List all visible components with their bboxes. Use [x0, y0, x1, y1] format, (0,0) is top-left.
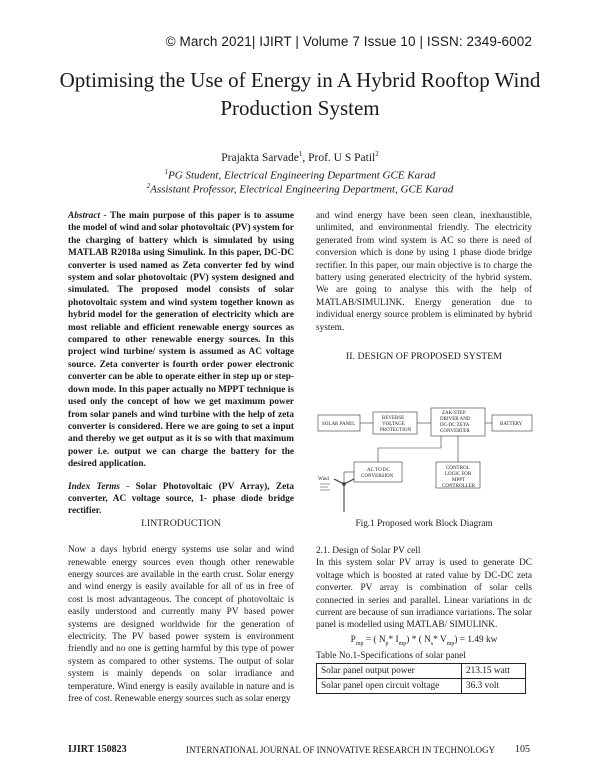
left-column — [68, 210, 294, 705]
eq-sub-4: s — [430, 640, 434, 647]
table-cell: Solar panel open circuit voltage — [317, 678, 462, 693]
solar-spec-table — [316, 663, 526, 695]
section2-heading: II. DESIGN OF PROPOSED SYSTEM — [346, 351, 502, 363]
author-1: Prajakta Sarvade — [221, 151, 299, 164]
acdc-label-2: CONVERSION — [361, 474, 394, 479]
abstract-label: Abstract - — [68, 211, 107, 221]
affiliation-1-sup: 1 — [164, 168, 169, 176]
zeta-label-4: CONVERTER — [440, 429, 470, 434]
affiliation-2-sup: 2 — [146, 182, 151, 190]
right-column — [316, 210, 532, 363]
solar-panel-label: SOLAR PANEL — [322, 422, 356, 427]
eq-mid-2: * I — [388, 634, 399, 645]
index-terms-label: Index Terms - — [68, 481, 130, 492]
reverse-label-1: REVERSE — [382, 416, 405, 421]
right-column-lower — [316, 545, 532, 694]
affiliation-1-text: PG Student, Electrical Engineering Department GCE Karad — [168, 169, 436, 182]
zeta-label-3: DC-DC ZETA — [440, 423, 470, 428]
zeta-label-2: DRIVER AND — [440, 417, 471, 422]
eq-sub-2: p — [385, 640, 389, 647]
eq-sub-3: mp — [398, 640, 407, 647]
table-cell: 36.3 volt — [462, 678, 526, 693]
footer-journal: INTERNATIONAL JOURNAL OF INNOVATIVE RESEARCH IN TECHNOLOGY — [186, 745, 495, 755]
eq-mid-4: * V — [433, 634, 447, 645]
eq-mid-3: ) * ( N — [406, 634, 431, 645]
table-cell: 213.15 watt — [462, 663, 526, 678]
battery-label: BATTERY — [500, 422, 523, 427]
eq-mid-1: = ( N — [363, 634, 386, 645]
abstract — [68, 210, 294, 471]
subsection-2-1-heading: 2.1. Design of Solar PV cell — [316, 546, 421, 556]
author-1-sup: 1 — [298, 150, 303, 158]
reverse-label-3: PROTECTION — [380, 428, 412, 433]
table-cell: Solar panel output power — [317, 663, 462, 678]
abstract-text: The main purpose of this paper is to assume the model of wind and solar photovoltaic (PV) system for the charging of battery which is simulated by using MATLAB R2018a using Simulink. In this paper, DC-DC converter is used named as Zeta converter fed by wind system and solar photovoltaic (PV) system designed and simulated. The proposed model consists of solar photovoltaic system and wind system together known as hybrid model for the generation of electricity which are most reliable and efficient renewable energy sources as compared to other renewable energy sources. In this project wind turbine/ system is assumed as AC voltage source. Zeta converter is fourth order power electronic converter can be able to operate either in step up or step-down mode. In this paper actually no MPPT technique is used only the concept of how we get maximum power from solar panels and wind turbine with the help of zeta converter is considered. Here we are going to set a input and thereby we get output as it is so with that maximum power i.e. output we can charge the battery for the desired application. — [68, 211, 294, 470]
ctrl-label-2: LOGIC FOR — [445, 472, 472, 477]
wind-turbine-icon — [334, 479, 354, 512]
ctrl-label-4: CONTROLLER — [442, 484, 476, 489]
intro-continuation: and wind energy have been seen clean, inexhaustible, unlimited, and environmental friendly. The electricity generated from wind system is AC so there is need of conversion which is done by using 1 phase diode bridge rectifier. In this paper, our main objective is to charge the battery using generated electricity of the hybrid system. We are going to analyse this with the help of MATLAB/SIMULINK. Energy generation due to individual energy source problem is eliminated by hybrid system. — [316, 211, 532, 333]
eq-end: ) = 1.49 kw — [454, 634, 498, 645]
footer-id: IJIRT 150823 — [68, 744, 127, 755]
ctrl-label-1: CONTROL — [446, 466, 470, 471]
wind-label: Wind — [318, 477, 329, 482]
acdc-label-1: AC TO DC — [367, 468, 390, 473]
affiliation-2 — [0, 182, 600, 196]
affiliation-1 — [0, 168, 600, 182]
zeta-label-1: ZAK-STEP — [442, 411, 466, 416]
ctrl-label-3: MPPT — [452, 478, 466, 483]
eq-sub-1: mp — [355, 640, 364, 647]
author-2-sup: 2 — [375, 150, 379, 158]
block-diagram — [316, 388, 536, 516]
power-equation — [316, 634, 532, 650]
author-line — [0, 150, 600, 164]
reverse-label-2: VOLTAGE — [382, 422, 405, 427]
table-row — [317, 678, 526, 693]
index-terms-text: Solar Photovoltaic (PV Array), Zeta converter, AC voltage source, 1- phase diode bridge rectifier. — [68, 481, 294, 517]
eq-sub-5: mp — [446, 640, 455, 647]
author-2: , Prof. U S Patil — [302, 151, 376, 164]
intro-paragraph: Now a days hybrid energy systems use solar and wind renewable energy sources even though other renewable energy sources are available in the earth crust. Solar energy and wind energy is easily available for all of us in free of cost is most advantageous. The concept of photovoltaic is easily understood and currently many PV based power systems are designed worldwide for the generation of electricity. The PV based power system is environment friendly and no one is getting harmful by this type of power system as compared to other systems. The output of solar system is mainly depends on solar irradiance and temperature. Wind energy is easily available in nature and is free of cost. Renewable energy sources such as solar energy — [68, 545, 294, 705]
journal-header: © March 2021| IJIRT | Volume 7 Issue 10 | ISSN: 2349-6002 — [165, 34, 532, 49]
intro-heading: I.INTRODUCTION — [141, 517, 221, 529]
page-number: 105 — [515, 744, 530, 755]
affiliation-2-text: Assistant Professor, Electrical Engineering Department, GCE Karad — [150, 183, 454, 196]
solar-pv-paragraph: In this system solar PV array is used to generate DC voltage which is boosted at rated value by DC-DC zeta converter. PV array is combination of solar cells connected in series and parallel. Linear variations in dc current are because of sun irradiance variations. The solar panel is modelled using MATLAB/ SIMULINK. — [316, 558, 532, 631]
eq-p: P — [350, 634, 356, 645]
paper-title: Optimising the Use of Energy in A Hybrid Rooftop Wind Production System — [59, 68, 541, 120]
figure-caption: Fig.1 Proposed work Block Diagram — [355, 519, 493, 529]
table-row — [317, 663, 526, 678]
table-caption: Table No.1-Specifications of solar panel — [316, 651, 466, 662]
index-terms — [68, 481, 294, 518]
